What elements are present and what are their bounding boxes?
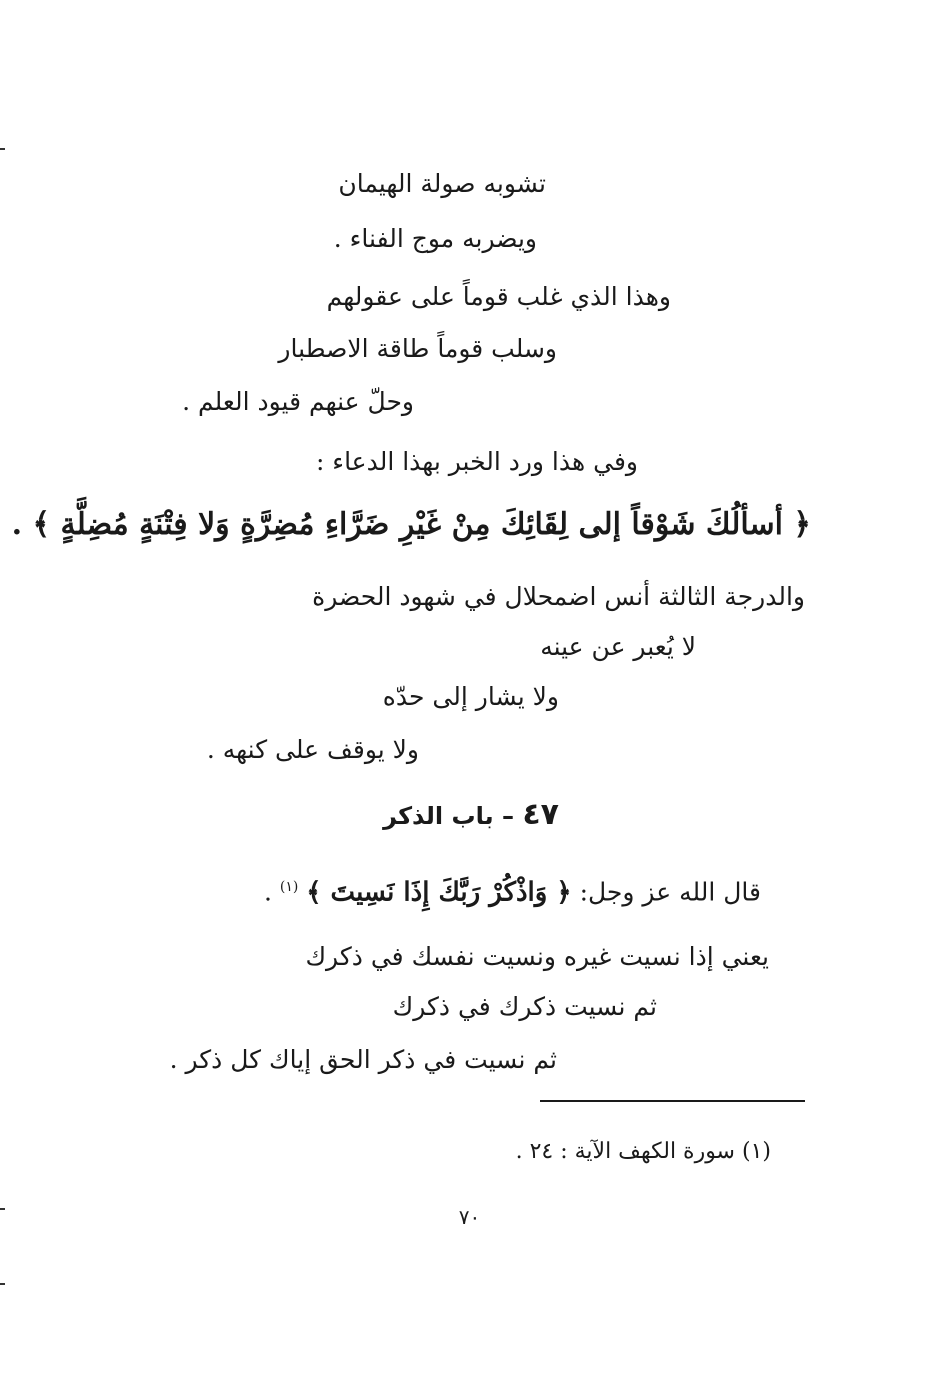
page-number: ٧٠ (458, 1205, 481, 1229)
text-line-10: ولا يوقف على كنهه . (206, 735, 419, 764)
text-line-11: يعني إذا نسيت غيره ونسيت نفسك في ذكرك (305, 942, 769, 971)
scan-mark (0, 1283, 5, 1285)
chapter-number: ٤٧ (522, 797, 559, 832)
chapter-heading (383, 798, 559, 833)
text-line-1: تشوبه صولة الهيمان (338, 169, 546, 198)
text-line-9: ولا يشار إلى حدّه (382, 682, 559, 711)
text-line-8: لا يُعبر عن عينه (540, 632, 696, 661)
quran-verse: ﴿ وَاذْكُرْ رَبَّكَ إِذَا نَسِيتَ ﴾ (306, 877, 572, 908)
quran-quote-line (264, 870, 761, 909)
text-line-4: وسلب قوماً طاقة الاصطبار (278, 334, 557, 363)
footnote-separator (540, 1100, 805, 1102)
text-line-6: وفي هذا ورد الخبر بهذا الدعاء : (315, 447, 638, 476)
chapter-title: – باب الذكر (383, 802, 515, 830)
text-line-3: وهذا الذي غلب قوماً على عقولهم (326, 282, 671, 311)
quote-prefix: قال الله عز وجل: (579, 877, 761, 907)
hadith-quote: ﴿ أسألُكَ شَوْقاً إلى لِقَائِكَ مِنْ غَيْرِ ضَرَّاءِ مُضِرَّةٍ وَلا فِتْنَةٍ مُضِلَّةٍ ﴾ . (11, 507, 811, 542)
footnote-text: (١) سورة الكهف الآية : ٢٤ . (515, 1139, 771, 1164)
text-line-7: والدرجة الثالثة أنس اضمحلال في شهود الحضرة (312, 582, 805, 611)
text-line-13: ثم نسيت في ذكر الحق إياك كل ذكر . (169, 1045, 557, 1074)
text-line-5: وحلّ عنهم قيود العلم . (182, 387, 414, 416)
footnote-marker: (١) (279, 879, 299, 895)
text-line-2: ويضربه موج الفناء . (333, 224, 537, 253)
scan-mark (0, 148, 5, 150)
text-line-12: ثم نسيت ذكرك في ذكرك (392, 992, 657, 1021)
quote-end: . (263, 877, 272, 907)
